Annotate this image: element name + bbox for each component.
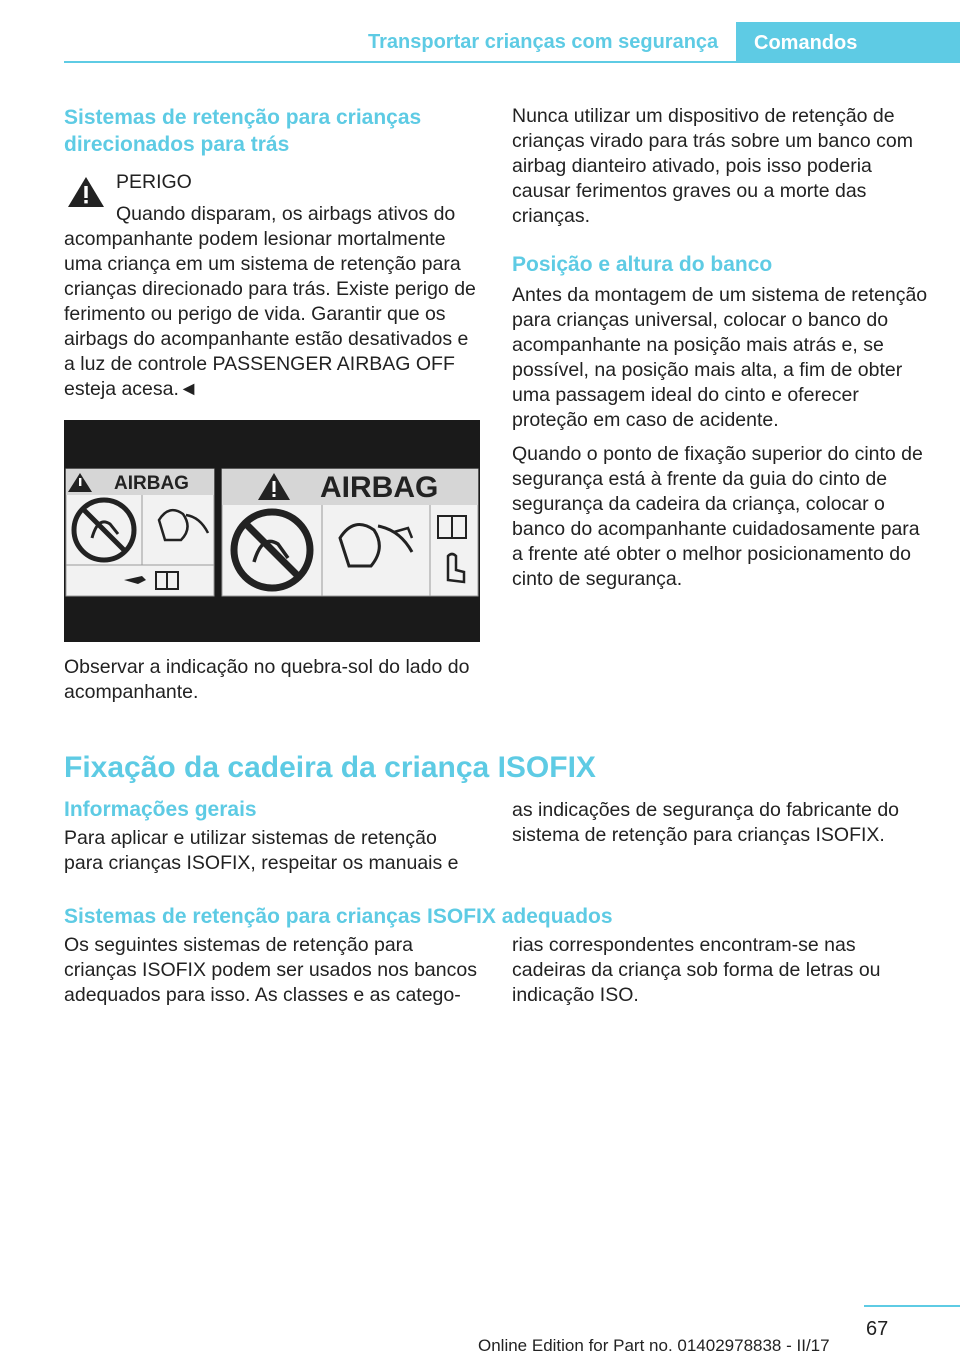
airbag-label-small-text: AIRBAG: [114, 473, 189, 494]
seat-position-paragraph-1: Antes da montagem de um sistema de retenção para crianças universal, colocar o banco do acompanhante na posição mais atrás e, se possível, na posição mais alta, a fim de obter uma passagem ideal do cinto e oferecer proteção em caso de acidente.: [512, 284, 928, 431]
general-info-right: [512, 798, 928, 857]
airbag-label-large-text: AIRBAG: [320, 471, 439, 504]
warning-body: acompanhante podem lesionar mortalmente uma criança em um sistema de retenção para crianças direcionado para trás. Existe perigo de ferimento ou perigo de vida. Garantir que os airbags do acompanhante estão desativados e a luz de controle PASSENGER AIRBAG OFF esteja acesa.◄: [64, 228, 476, 400]
general-info-left: [64, 826, 480, 885]
footer-rule: [864, 1305, 960, 1307]
isofix-section-title: Fixação da cadeira da criança ISOFIX: [64, 751, 596, 784]
warning-triangle-icon: [66, 174, 106, 210]
isofix-suitable-heading: Sistemas de retenção para crianças ISOFIX adequados: [64, 905, 613, 928]
rear-facing-warning-text: Nunca utilizar um dispositivo de retenção de crianças virado para trás sobre um banco com airbag dianteiro ativado, pois isso poderia causar ferimentos graves ou a morte das crianças.: [512, 105, 914, 227]
isofix-suitable-right: [512, 933, 928, 1017]
isofix-suitable-left-text: Os seguintes sistemas de retenção para crianças ISOFIX podem ser usados nos bancos adequados para isso. As classes e as catego-: [64, 934, 477, 1006]
isofix-suitable-left: [64, 933, 480, 1017]
seat-position-paragraph-2: Quando o ponto de fixação superior do cinto de segurança está à frente da guia do cinto de segurança da cadeira da criança, colocar o banco do acompanhante cuidadosamente para a frente até obter o melhor posicionamento do cinto de segurança.: [512, 443, 923, 590]
right-column: [512, 104, 928, 601]
header-rule: [64, 61, 960, 63]
rear-facing-heading: Sistemas de retenção para crianças direcionados para trás: [64, 106, 422, 156]
airbag-sunvisor-figure: [64, 420, 480, 642]
seat-position-heading: Posição e altura do banco: [512, 253, 773, 276]
warning-label: PERIGO: [116, 171, 192, 193]
figure-caption-block: [64, 655, 480, 714]
page-number: 67: [866, 1318, 889, 1340]
edition-footer: Online Edition for Part no. 01402978838 - II/17: [478, 1336, 830, 1355]
left-column: [64, 104, 480, 411]
airbag-label-illustration: [64, 420, 480, 642]
warning-block: [64, 170, 480, 227]
warning-lead: Quando disparam, os airbags ativos do: [116, 203, 456, 225]
isofix-suitable-right-text: rias correspondentes encontram-se nas cadeiras da criança sob forma de letras ou indicação ISO.: [512, 934, 881, 1006]
general-info-left-text: Para aplicar e utilizar sistemas de retenção para crianças ISOFIX, respeitar os manuais e: [64, 827, 459, 874]
header-chapter-tab[interactable]: Comandos: [736, 22, 960, 62]
general-info-right-text: as indicações de segurança do fabricante do sistema de retenção para crianças ISOFIX.: [512, 799, 900, 846]
header-section-title: Transportar crianças com segurança: [368, 31, 719, 53]
figure-caption: Observar a indicação no quebra-sol do lado do acompanhante.: [64, 656, 470, 703]
general-info-heading: Informações gerais: [64, 798, 257, 821]
